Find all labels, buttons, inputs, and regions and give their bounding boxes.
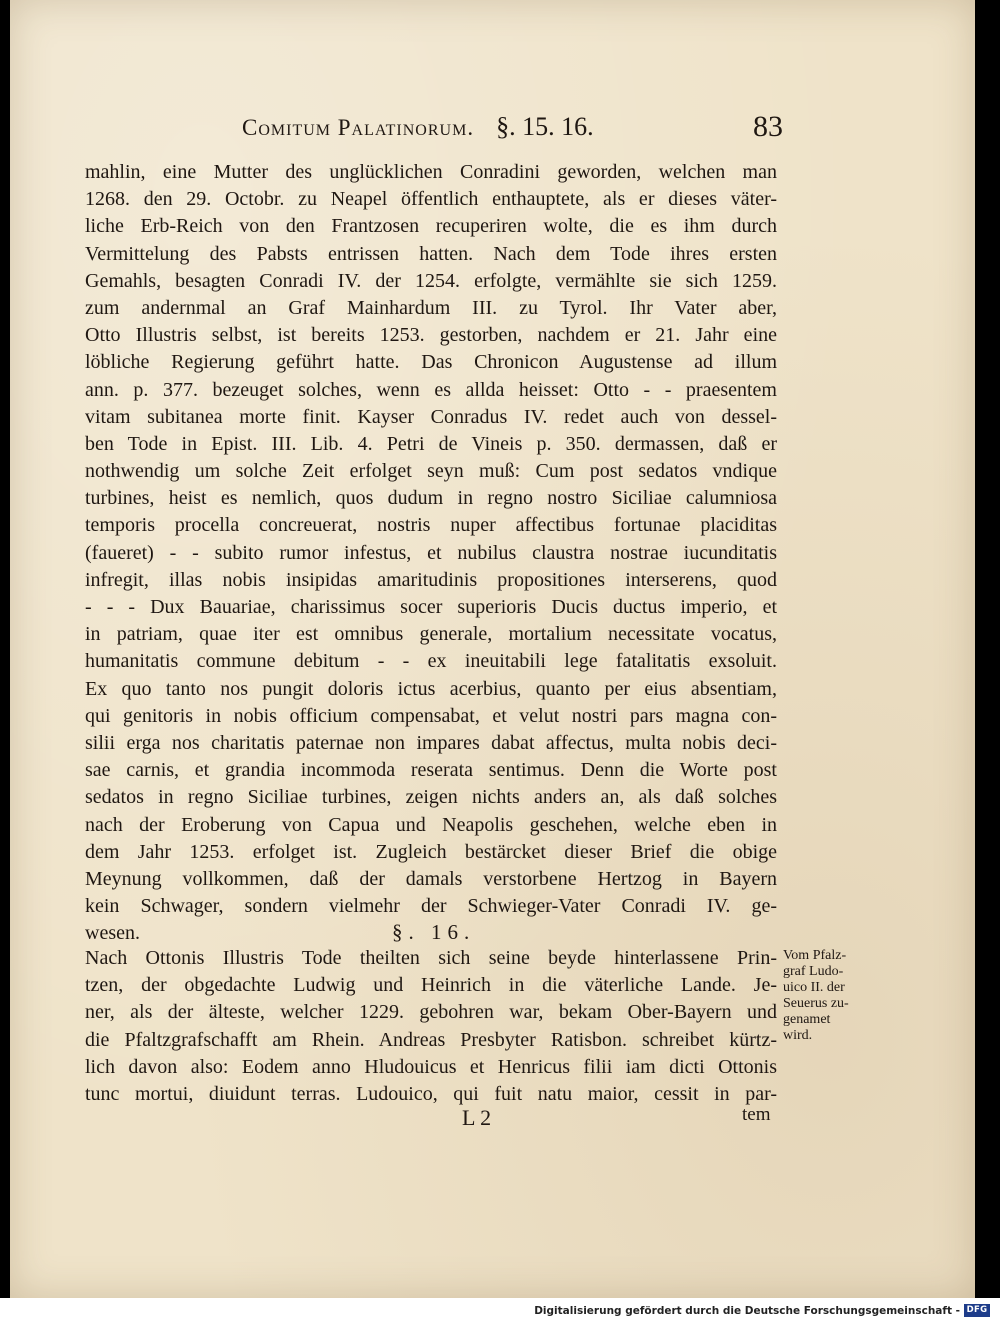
text-line: silii erga nos charitatis paternae non impares dabat affectus, multa nobis deci- — [85, 731, 777, 754]
text-line: infregit, illas nobis insipidas amaritudinis propositiones interserens, quod — [85, 568, 777, 591]
book-page — [10, 0, 975, 1298]
text-line: sedatos in regno Siciliae turbines, zeigen nichts anders an, als daß solches — [85, 786, 777, 809]
marginal-line: genamet — [783, 1012, 831, 1027]
text-line: lich davon also: Eodem anno Hludouicus et Henricus filii iam dicti Ottonis — [85, 1055, 777, 1078]
text-line: qui genitoris in nobis officium compensabat, et velut nostri pars magna con- — [85, 704, 777, 727]
text-line: wesen. — [85, 922, 140, 945]
marginal-line: Seuerus zu- — [783, 996, 849, 1011]
text-line: - - - Dux Bauariae, charissimus socer superioris Ducis ductus imperio, et — [85, 596, 777, 618]
text-line: löbliche Regierung geführt hatte. Das Chronicon Augustense ad illum — [85, 351, 777, 374]
text-line: Vermittelung des Pabsts entrissen hatten. Nach dem Tode ihres ersten — [85, 242, 777, 265]
text-line: (faueret) - - subito rumor infestus, et nubilus claustra nostrae iucunditatis — [85, 541, 777, 564]
text-line: mahlin, eine Mutter des unglücklichen Conradini geworden, welchen man — [85, 161, 777, 183]
section-16-text — [85, 945, 777, 1108]
text-line: Ex quo tanto nos pungit doloris ictus acerbius, quanto per eius absentiam, — [85, 677, 777, 700]
running-title: Comitum Palatinorum. — [242, 115, 475, 140]
text-line: Otto Illustris selbst, ist bereits 1253. gestorben, nachdem er 21. Jahr eine — [85, 324, 777, 347]
text-line: temporis procella concreuerat, nostris nuper affectibus fortunae placiditas — [85, 514, 777, 537]
text-line: die Pfaltzgrafschafft am Rhein. Andreas Presbyter Ratisbon. schreibet kürtz- — [85, 1028, 777, 1051]
text-line: ben Tode in Epist. III. Lib. 4. Petri de Vineis p. 350. dermassen, daß er — [85, 432, 777, 455]
text-line: nach der Eroberung von Capua und Neapolis geschehen, welche eben in — [85, 813, 777, 836]
section-16-heading: §. 16. — [392, 920, 476, 944]
text-line: nothwendig um solche Zeit erfolget seyn muß: Cum post sedatos vndique — [85, 460, 777, 483]
text-line: Meynung vollkommen, daß der damals verstorbene Hertzog in Bayern — [85, 867, 777, 890]
text-line: ann. p. 377. bezeuget solches, wenn es allda heisset: Otto - - praesentem — [85, 378, 777, 401]
text-line: ner, als der älteste, welcher 1229. gebohren war, bekam Ober-Bayern und — [85, 1001, 777, 1024]
text-line: kein Schwager, sondern vielmehr der Schwieger-Vater Conradi IV. ge- — [85, 895, 777, 918]
marginal-line: graf Ludo- — [783, 964, 844, 979]
catchword: tem — [742, 1104, 771, 1125]
footer-credit: Digitalisierung gefördert durch die Deutsche Forschungsgemeinschaft - — [534, 1305, 960, 1317]
marginal-line: uico II. der — [783, 980, 845, 995]
text-line: sae carnis, et grandia incommoda reserata sentimus. Denn die Worte post — [85, 759, 777, 782]
text-line: turbines, heist es nemlich, quos dudum in regno nostro Siciliae calumniosa — [85, 487, 777, 510]
page-header — [242, 112, 745, 142]
page-number: 83 — [753, 110, 783, 143]
text-line: humanitatis commune debitum - - ex ineuitabili lege fatalitatis exsoluit. — [85, 650, 777, 673]
text-line: in patriam, quae iter est omnibus generale, mortalium necessitate vocatus, — [85, 623, 777, 646]
section-15-text — [85, 159, 777, 947]
section-reference: §. 15. 16. — [496, 112, 594, 141]
text-line: Gemahls, besagten Conradi IV. der 1254. erfolgte, vermählte sie sich 1259. — [85, 269, 777, 292]
marginal-line: wird. — [783, 1028, 813, 1043]
text-line: 1268. den 29. Octobr. zu Neapel öffentlich enthauptete, als er dieses väter- — [85, 188, 777, 211]
text-line: tunc mortui, diuidunt terras. Ludouico, qui fuit natu maior, cessit in par- — [85, 1082, 777, 1105]
signature-mark: L 2 — [462, 1105, 492, 1130]
text-line: zum andernmal an Graf Mainhardum III. zu Tyrol. Ihr Vater aber, — [85, 296, 777, 319]
text-line: liche Erb-Reich von den Frantzosen recuperiren wolte, die es ihm durch — [85, 215, 777, 238]
text-line: tzen, der obgedachte Ludwig und Heinrich in die väterliche Lande. Je- — [85, 974, 777, 997]
marginal-line: Vom Pfalz- — [783, 948, 847, 963]
marginal-note — [783, 948, 873, 1044]
dfg-logo: DFG — [964, 1304, 990, 1317]
text-line: dem Jahr 1253. erfolget ist. Zugleich bestärcket dieser Brief die obige — [85, 840, 777, 863]
text-line: Nach Ottonis Illustris Tode theilten sich seine beyde hinterlassene Prin- — [85, 947, 777, 969]
text-line: vitam subitanea morte finit. Kayser Conradus IV. redet auch von dessel- — [85, 405, 777, 428]
